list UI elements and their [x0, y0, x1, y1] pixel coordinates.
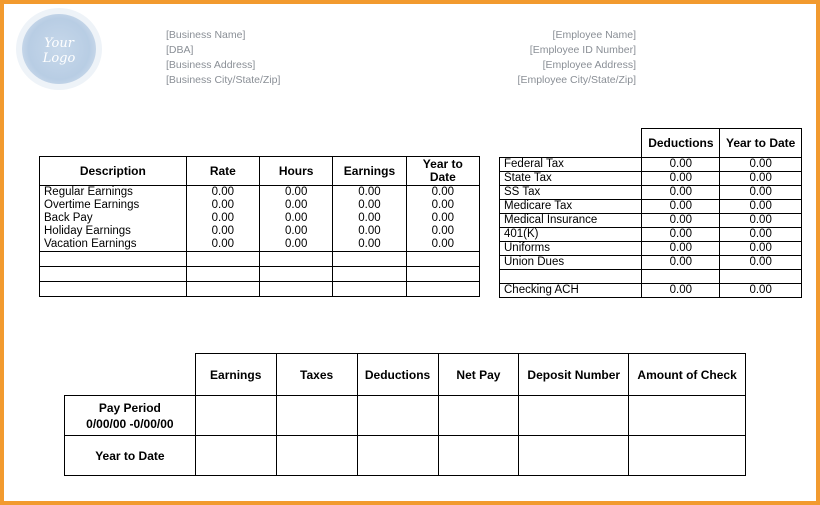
summary-cell[interactable]: [438, 436, 519, 476]
earning-description[interactable]: Overtime Earnings: [40, 199, 187, 212]
deduction-ytd[interactable]: 0.00: [720, 172, 802, 186]
blank-cell[interactable]: [259, 282, 332, 297]
earning-hours[interactable]: 0.00: [259, 199, 332, 212]
table-row: [40, 212, 480, 225]
blank-cell[interactable]: [406, 267, 479, 282]
blank-cell[interactable]: [333, 252, 406, 267]
summary-col-net-pay: Net Pay: [438, 354, 519, 396]
earning-amount[interactable]: 0.00: [333, 225, 406, 238]
deduction-ytd[interactable]: 0.00: [720, 214, 802, 228]
summary-col-earnings: Earnings: [195, 354, 276, 396]
table-row: [500, 242, 802, 256]
deduction-ytd[interactable]: 0.00: [720, 228, 802, 242]
summary-cell[interactable]: [357, 436, 438, 476]
summary-cell[interactable]: [519, 436, 629, 476]
deduction-name[interactable]: 401(K): [500, 228, 642, 242]
earning-hours[interactable]: 0.00: [259, 212, 332, 225]
summary-table: [64, 353, 746, 476]
deduction-ytd[interactable]: 0.00: [720, 186, 802, 200]
earning-rate[interactable]: 0.00: [186, 186, 259, 200]
summary-cell[interactable]: [438, 396, 519, 436]
deductions-header-row: [500, 129, 802, 158]
summary-ytd-row: [65, 436, 746, 476]
blank-cell[interactable]: [40, 267, 187, 282]
table-row: [500, 172, 802, 186]
table-row: [500, 256, 802, 270]
deduction-amount[interactable]: 0.00: [642, 242, 720, 256]
deductions-corner: [500, 129, 642, 158]
pay-period-cell: [65, 396, 196, 436]
deduction-name[interactable]: Medical Insurance: [500, 214, 642, 228]
earning-ytd[interactable]: 0.00: [406, 186, 479, 200]
summary-cell[interactable]: [276, 396, 357, 436]
earning-amount[interactable]: 0.00: [333, 212, 406, 225]
earning-hours[interactable]: 0.00: [259, 238, 332, 252]
earnings-col-ytd: Year to Date: [406, 157, 479, 186]
deduction-name[interactable]: Uniforms: [500, 242, 642, 256]
earning-ytd[interactable]: 0.00: [406, 225, 479, 238]
blank-cell[interactable]: [500, 270, 642, 284]
summary-cell[interactable]: [276, 436, 357, 476]
earning-rate[interactable]: 0.00: [186, 225, 259, 238]
summary-pay-period-row: [65, 396, 746, 436]
summary-ytd-label: Year to Date: [65, 436, 196, 476]
earning-amount[interactable]: 0.00: [333, 238, 406, 252]
table-row: [500, 186, 802, 200]
logo-line-1: Your: [44, 36, 74, 51]
summary-cell[interactable]: [195, 396, 276, 436]
table-row-blank: [40, 282, 480, 297]
earnings-col-earnings: Earnings: [333, 157, 406, 186]
checking-amount[interactable]: 0.00: [642, 284, 720, 298]
blank-cell[interactable]: [40, 282, 187, 297]
business-city[interactable]: [Business City/State/Zip]: [166, 74, 281, 86]
employee-info: [518, 28, 636, 88]
table-row: [500, 158, 802, 172]
earnings-table: [39, 156, 480, 297]
blank-cell[interactable]: [406, 252, 479, 267]
business-name[interactable]: [Business Name]: [166, 29, 246, 41]
blank-cell[interactable]: [259, 252, 332, 267]
summary-cell[interactable]: [519, 396, 629, 436]
earning-description[interactable]: Regular Earnings: [40, 186, 187, 200]
summary-cell[interactable]: [629, 396, 746, 436]
table-row-blank: [40, 267, 480, 282]
table-row-blank: [40, 252, 480, 267]
earning-ytd[interactable]: 0.00: [406, 238, 479, 252]
blank-cell[interactable]: [406, 282, 479, 297]
summary-col-taxes: Taxes: [276, 354, 357, 396]
blank-cell[interactable]: [642, 270, 720, 284]
employee-city[interactable]: [Employee City/State/Zip]: [517, 74, 636, 86]
earning-rate[interactable]: 0.00: [186, 212, 259, 225]
deduction-amount[interactable]: 0.00: [642, 200, 720, 214]
deduction-name[interactable]: Federal Tax: [500, 158, 642, 172]
table-row: [500, 228, 802, 242]
table-row-checking: [500, 284, 802, 298]
earning-hours[interactable]: 0.00: [259, 186, 332, 200]
deduction-name[interactable]: Medicare Tax: [500, 200, 642, 214]
earning-amount[interactable]: 0.00: [333, 186, 406, 200]
summary-cell[interactable]: [195, 436, 276, 476]
deductions-col-ytd: Year to Date: [720, 129, 802, 158]
pay-period-label: Pay Period: [98, 400, 161, 415]
summary-col-deductions: Deductions: [357, 354, 438, 396]
deduction-amount[interactable]: 0.00: [642, 228, 720, 242]
company-logo: [22, 14, 96, 84]
blank-cell[interactable]: [186, 282, 259, 297]
deduction-amount[interactable]: 0.00: [642, 172, 720, 186]
earning-description[interactable]: Back Pay: [40, 212, 187, 225]
employee-id[interactable]: [Employee ID Number]: [529, 44, 636, 56]
table-row: [500, 214, 802, 228]
table-row-blank: [500, 270, 802, 284]
summary-corner: [65, 354, 196, 396]
deduction-ytd[interactable]: 0.00: [720, 256, 802, 270]
pay-period-dates[interactable]: 0/00/00 -0/00/00: [86, 416, 174, 431]
summary-col-amount-of-check: Amount of Check: [629, 354, 746, 396]
business-info: [166, 28, 280, 88]
earning-ytd[interactable]: 0.00: [406, 212, 479, 225]
earning-rate[interactable]: 0.00: [186, 199, 259, 212]
deduction-amount[interactable]: 0.00: [642, 186, 720, 200]
summary-col-deposit-number: Deposit Number: [519, 354, 629, 396]
deductions-table: [499, 128, 802, 298]
summary-header-row: [65, 354, 746, 396]
table-row: [40, 238, 480, 252]
deduction-ytd[interactable]: 0.00: [720, 242, 802, 256]
earning-description[interactable]: Vacation Earnings: [40, 238, 187, 252]
table-row: [40, 186, 480, 200]
table-row: [40, 225, 480, 238]
employee-name[interactable]: [Employee Name]: [552, 29, 636, 41]
deduction-amount[interactable]: 0.00: [642, 256, 720, 270]
deduction-name[interactable]: State Tax: [500, 172, 642, 186]
checking-ytd[interactable]: 0.00: [720, 284, 802, 298]
blank-cell[interactable]: [333, 267, 406, 282]
earning-amount[interactable]: 0.00: [333, 199, 406, 212]
deduction-name[interactable]: Union Dues: [500, 256, 642, 270]
business-dba[interactable]: [DBA]: [166, 44, 194, 56]
business-address[interactable]: [Business Address]: [166, 59, 256, 71]
table-row: [500, 200, 802, 214]
earning-hours[interactable]: 0.00: [259, 225, 332, 238]
blank-cell[interactable]: [186, 267, 259, 282]
blank-cell[interactable]: [186, 252, 259, 267]
earnings-header-row: [40, 157, 480, 186]
employee-address[interactable]: [Employee Address]: [542, 59, 636, 71]
summary-cell[interactable]: [629, 436, 746, 476]
earning-description[interactable]: Holiday Earnings: [40, 225, 187, 238]
earning-ytd[interactable]: 0.00: [406, 199, 479, 212]
blank-cell[interactable]: [40, 252, 187, 267]
earnings-col-description: Description: [40, 157, 187, 186]
blank-cell[interactable]: [333, 282, 406, 297]
earning-rate[interactable]: 0.00: [186, 238, 259, 252]
table-row: [40, 199, 480, 212]
summary-cell[interactable]: [357, 396, 438, 436]
earnings-col-rate: Rate: [186, 157, 259, 186]
blank-cell[interactable]: [259, 267, 332, 282]
deductions-col-current: Deductions: [642, 129, 720, 158]
deduction-name[interactable]: SS Tax: [500, 186, 642, 200]
deduction-ytd[interactable]: 0.00: [720, 200, 802, 214]
checking-label[interactable]: Checking ACH: [500, 284, 642, 298]
earnings-col-hours: Hours: [259, 157, 332, 186]
deduction-ytd[interactable]: 0.00: [720, 158, 802, 172]
logo-line-2: Logo: [42, 51, 76, 66]
deduction-amount[interactable]: 0.00: [642, 214, 720, 228]
blank-cell[interactable]: [720, 270, 802, 284]
deduction-amount[interactable]: 0.00: [642, 158, 720, 172]
